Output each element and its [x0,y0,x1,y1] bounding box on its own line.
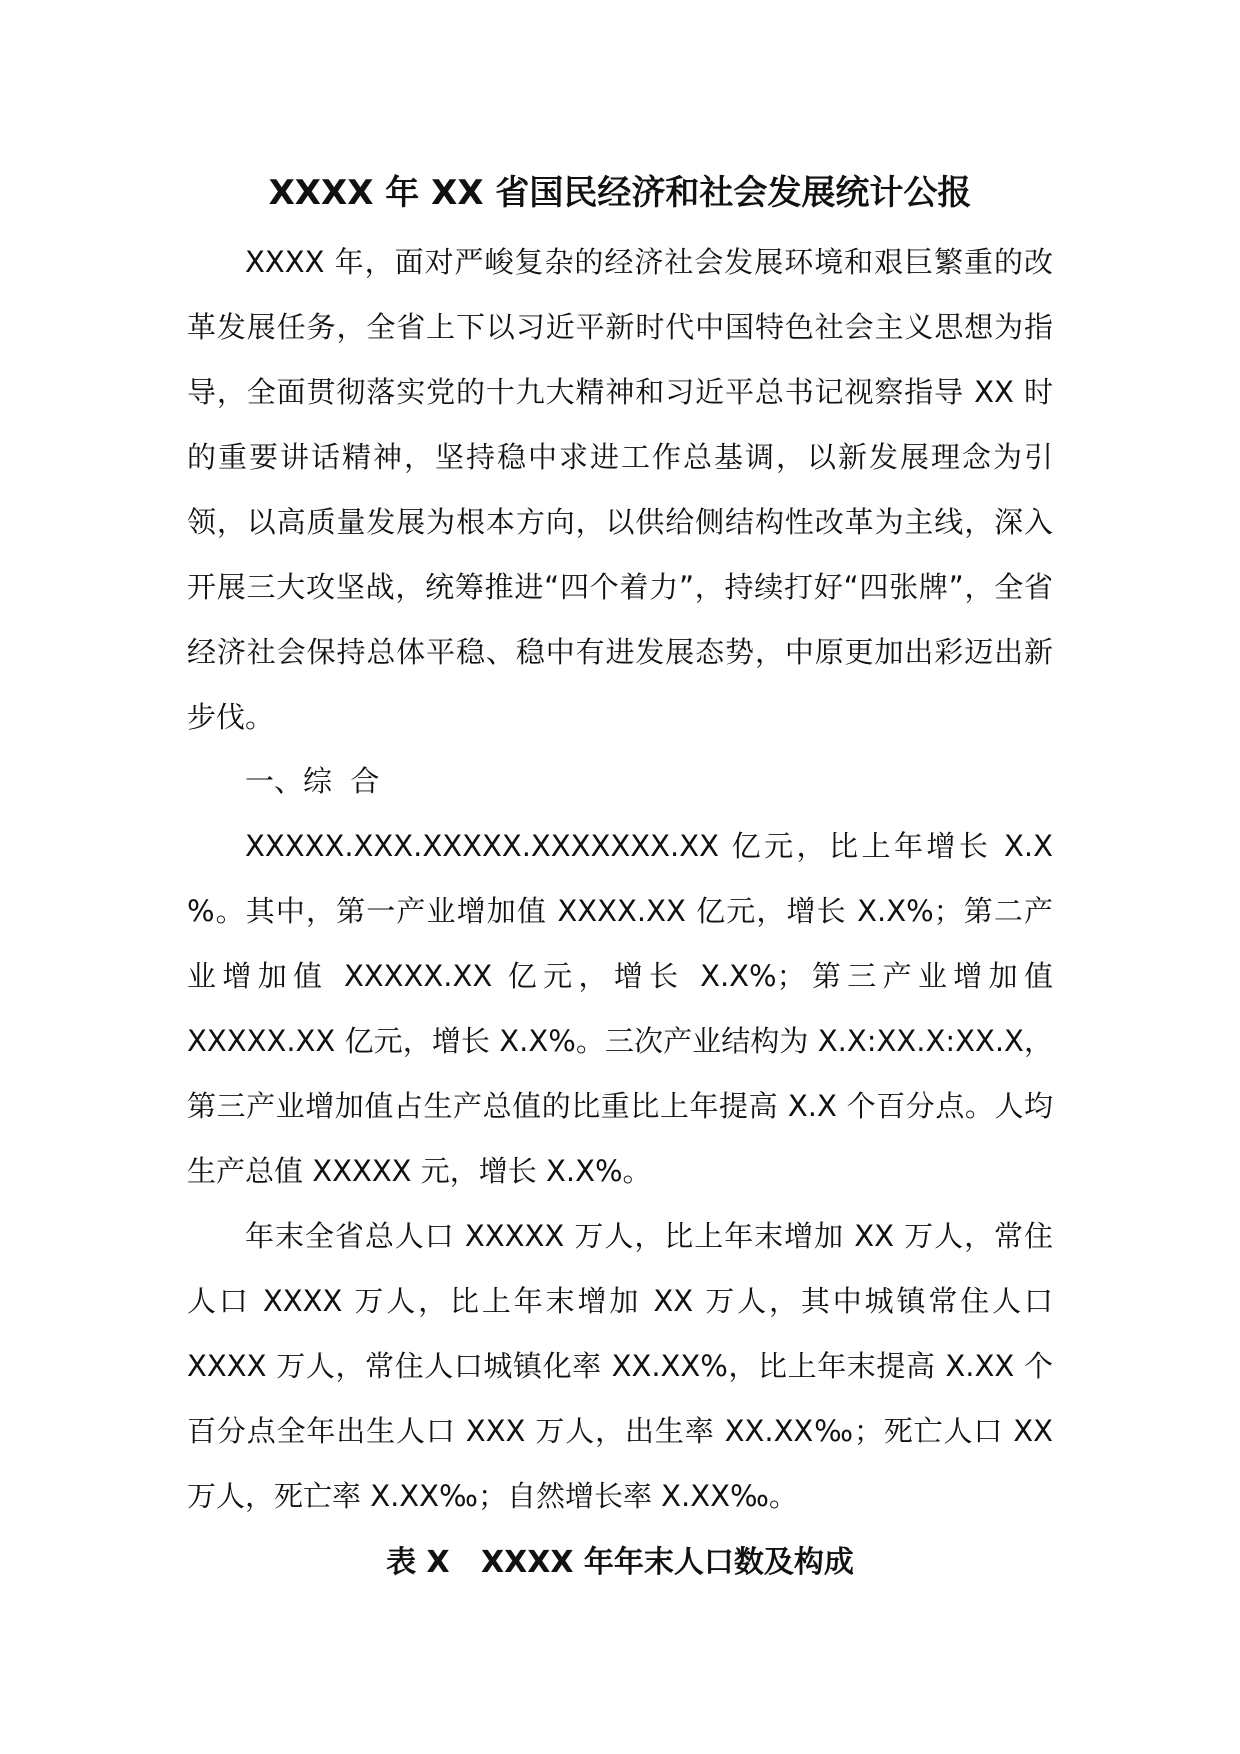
table-title: 表 X XXXX 年年末人口数及构成 [386,1545,854,1580]
section-heading: 一、综 合 [245,764,380,798]
intro-paragraph: XXXX 年，面对严峻复杂的经济社会发展环境和艰巨繁重的改革发展任务，全省上下以习近平新时代中国特色社会主义思想为指导，全面贯彻落实党的十九大精神和习近平总书记视察指导 XX 时的重要讲话精神，坚持稳中求进工作总基调，以新发展理念为引领，以高质量发展为根本方向，以供给侧结构性改革为主线，深入开展三大攻坚战，统筹推进“四个着力”，持续打好“四张牌”，全省经济社会保持总体平稳、稳中有进发展态势，中原更加出彩迈出新步伐。 [187,245,1053,734]
population-paragraph: 年末全省总人口 XXXXX 万人，比上年末增加 XX 万人，常住人口 XXXX 万人，比上年末增加 XX 万人，其中城镇常住人口 XXXX 万人，常住人口城镇化率 XX.XX%，比上年末提高 X.XX 个百分点全年出生人口 XXX 万人，出生率 XX.XX‰；死亡人口 XX 万人，死亡率 X.XX‰；自然增长率 X.XX‰。 [187,1219,1053,1513]
intro-paragraph-container [187,230,1053,750]
section-heading-container [187,749,1053,814]
economy-paragraph-container [187,814,1053,1204]
economy-paragraph: XXXXX.XXX.XXXXX.XXXXXXX.XX 亿元，比上年增长 X.X %。其中，第一产业增加值 XXXX.XX 亿元，增长 X.X%；第二产业增加值 XXXXX.XX 亿元，增长 X.X%；第三产业增加值 XXXXX.XX 亿元，增长 X.X%。三次产业结构为 X.X:XX.X:XX.X，第三产业增加值占生产总值的比重比上年提高 X.X 个百分点。人均生产总值 XXXXX 元，增长 X.X%。 [187,829,1053,1188]
population-paragraph-container [187,1204,1053,1529]
document-title: XXXX 年 XX 省国民经济和社会发展统计公报 [268,173,972,213]
